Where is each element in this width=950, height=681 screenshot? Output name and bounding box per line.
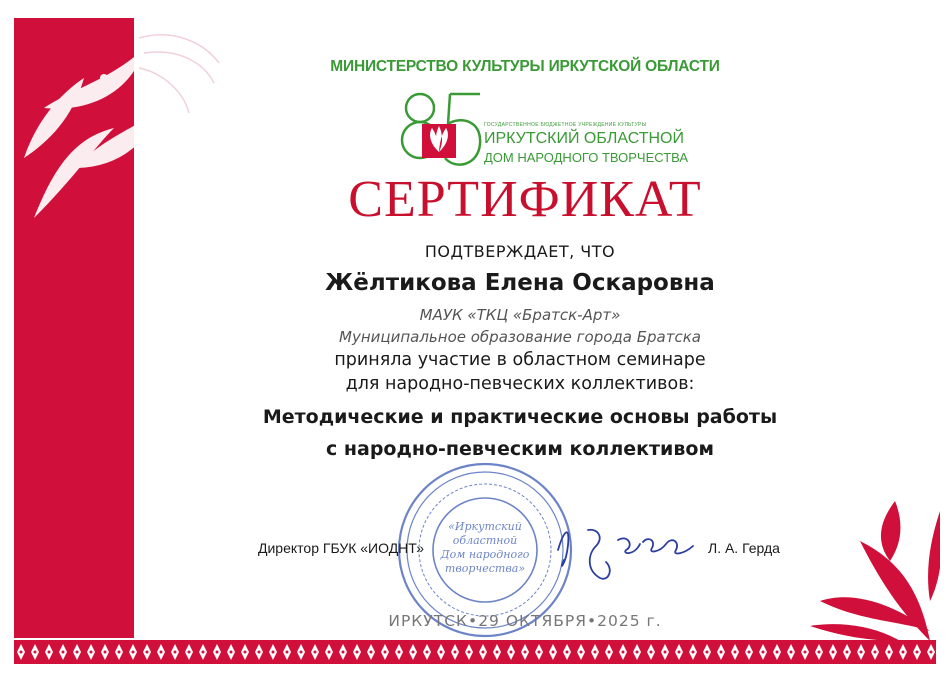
anniversary-85-emblem: [400, 86, 490, 176]
stamp-line-1: «Иркутский: [448, 520, 522, 533]
bottom-ornament-border: [14, 640, 936, 664]
stamp-line-2: областной: [452, 534, 518, 547]
handwritten-signature: [548, 510, 698, 590]
floral-ornament-right: [780, 501, 940, 641]
director-label: Директор ГБУК «ИОДНТ»: [258, 540, 425, 556]
logo-org-type: ГОСУДАРСТВЕННОЕ БЮДЖЕТНОЕ УЧРЕЖДЕНИЕ КУЛЬТУРЫ: [484, 122, 647, 128]
recipient-organization: МАУК «ТКЦ «Братск-Арт»: [419, 306, 621, 324]
confirms-text: ПОДТВЕРЖДАЕТ, ЧТО: [424, 242, 616, 261]
seminar-topic-line-1: Методические и практические основы работы: [262, 406, 778, 428]
signer-name: Л. А. Герда: [708, 540, 780, 556]
logo-name-line1: ИРКУТСКИЙ ОБЛАСТНОЙ: [484, 130, 684, 147]
stamp-line-4: творчества»: [444, 562, 526, 575]
recipient-name: Жёлтикова Елена Оскаровна: [325, 270, 715, 296]
organization-logo: [400, 86, 689, 176]
certificate-title: СЕРТИФИКАТ: [348, 171, 702, 228]
seminar-topic-line-2: с народно-певческим коллективом: [326, 438, 714, 460]
floral-ornament-left: [14, 18, 224, 238]
footer-place-date: ИРКУТСК•29 ОКТЯБРЯ•2025 г.: [388, 612, 662, 630]
participation-line-2: для народно-певческих коллективов:: [345, 374, 695, 394]
stamp-line-3: Дом народного: [440, 548, 530, 561]
ministry-title: МИНИСТЕРСТВО КУЛЬТУРЫ ИРКУТСКОЙ ОБЛАСТИ: [330, 58, 720, 75]
participation-line-1: приняла участие в областном семинаре: [334, 350, 706, 370]
recipient-municipality: Муниципальное образование города Братска: [339, 328, 701, 346]
logo-name-line2: ДОМ НАРОДНОГО ТВОРЧЕСТВА: [484, 150, 689, 165]
